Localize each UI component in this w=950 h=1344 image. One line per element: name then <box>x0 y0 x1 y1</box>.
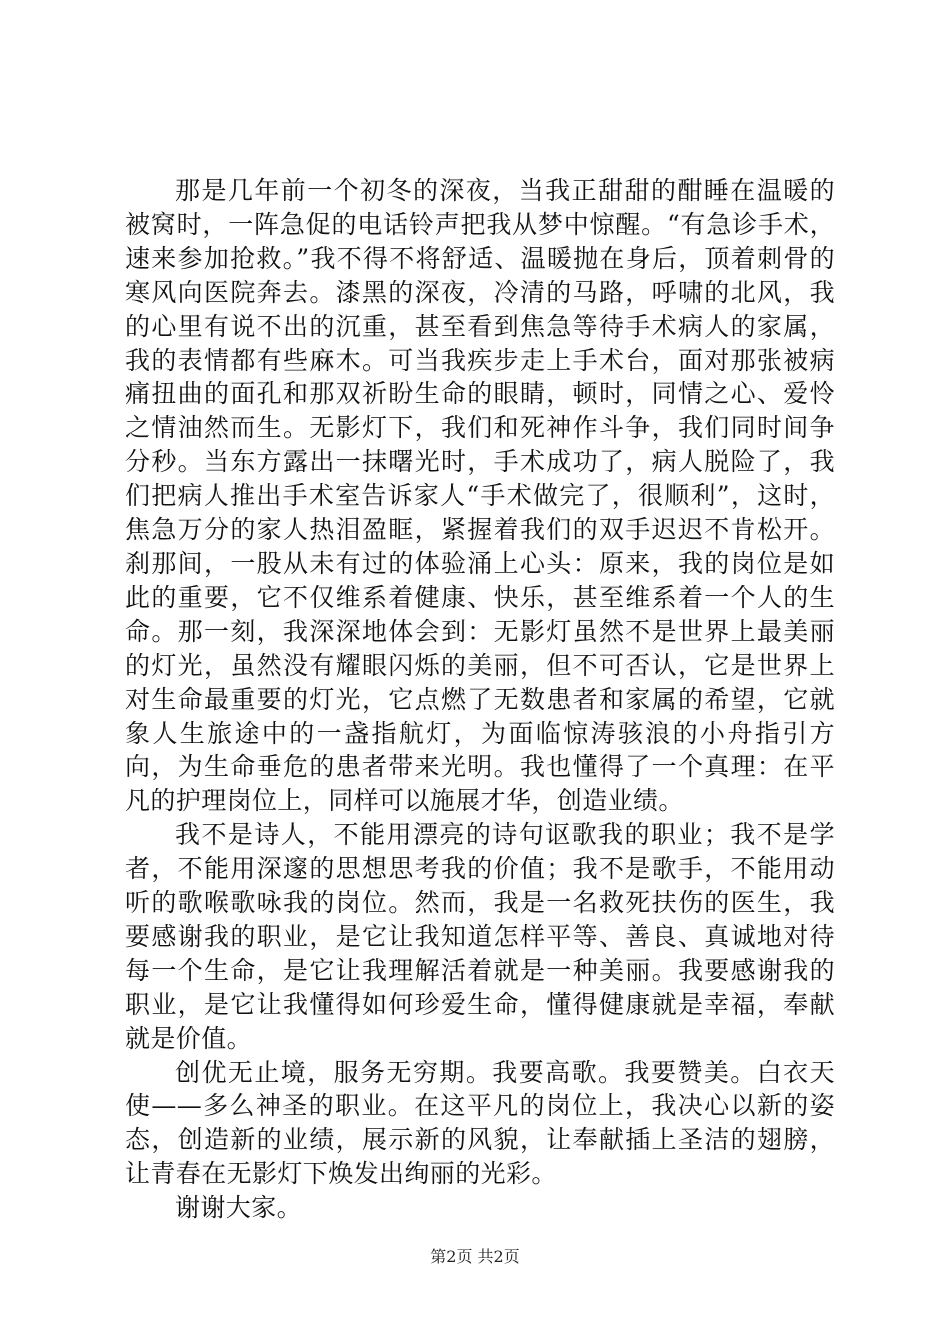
paragraph-1: 那是几年前一个初冬的深夜，当我正甜甜的酣睡在温暖的被窝时，一阵急促的电话铃声把我从梦中惊醒。“有急诊手术，速来参加抢救。”我不得不将舒适、温暖抛在身后，顶着刺骨的寒风向医院奔去。漆黑的深夜，冷清的马路，呼啸的北风，我的心里有说不出的沉重，甚至看到焦急等待手术病人的家属，我的表情都有些麻木。可当我疾步走上手术台，面对那张被病痛扭曲的面孔和那双祈盼生命的眼睛，顿时，同情之心、爱怜之情油然而生。无影灯下，我们和死神作斗争，我们同时间争分秒。当东方露出一抹曙光时，手术成功了，病人脱险了，我们把病人推出手术室告诉家人“手术做完了，很顺利”，这时，焦急万分的家人热泪盈眶，紧握着我们的双手迟迟不肯松开。刹那间，一股从未有过的体验涌上心头：原来，我的岗位是如此的重要，它不仅维系着健康、快乐，甚至维系着一个人的生命。那一刻，我深深地体会到：无影灯虽然不是世界上最美丽的灯光，虽然没有耀眼闪烁的美丽，但不可否认，它是世界上对生命最重要的灯光，它点燃了无数患者和家属的希望，它就象人生旅途中的一盏指航灯，为面临惊涛骇浪的小舟指引方向，为生命垂危的患者带来光明。我也懂得了一个真理：在平凡的护理岗位上，同样可以施展才华，创造业绩。 <box>125 176 835 816</box>
document-body <box>125 174 835 1225</box>
paragraph-4: 谢谢大家。 <box>175 1193 303 1223</box>
paragraph-3: 创优无止境，服务无穷期。我要高歌。我要赞美。白衣天使——多么神圣的职业。在这平凡的岗位上，我决心以新的姿态，创造新的业绩，展示新的风貌，让奉献插上圣洁的翅膀，让青春在无影灯下焕发出绚丽的光彩。 <box>125 1057 835 1189</box>
paragraph-2: 我不是诗人，不能用漂亮的诗句讴歌我的职业；我不是学者，不能用深邃的思想思考我的价值；我不是歌手，不能用动听的歌喉歌咏我的岗位。然而，我是一名救死扶伤的医生，我要感谢我的职业，是它让我知道怎样平等、善良、真诚地对待每一个生命，是它让我理解活着就是一种美丽。我要感谢我的职业，是它让我懂得如何珍爱生命，懂得健康就是幸福，奉献就是价值。 <box>125 820 835 1053</box>
page-number-footer: 第2页 共2页 <box>430 1247 520 1266</box>
